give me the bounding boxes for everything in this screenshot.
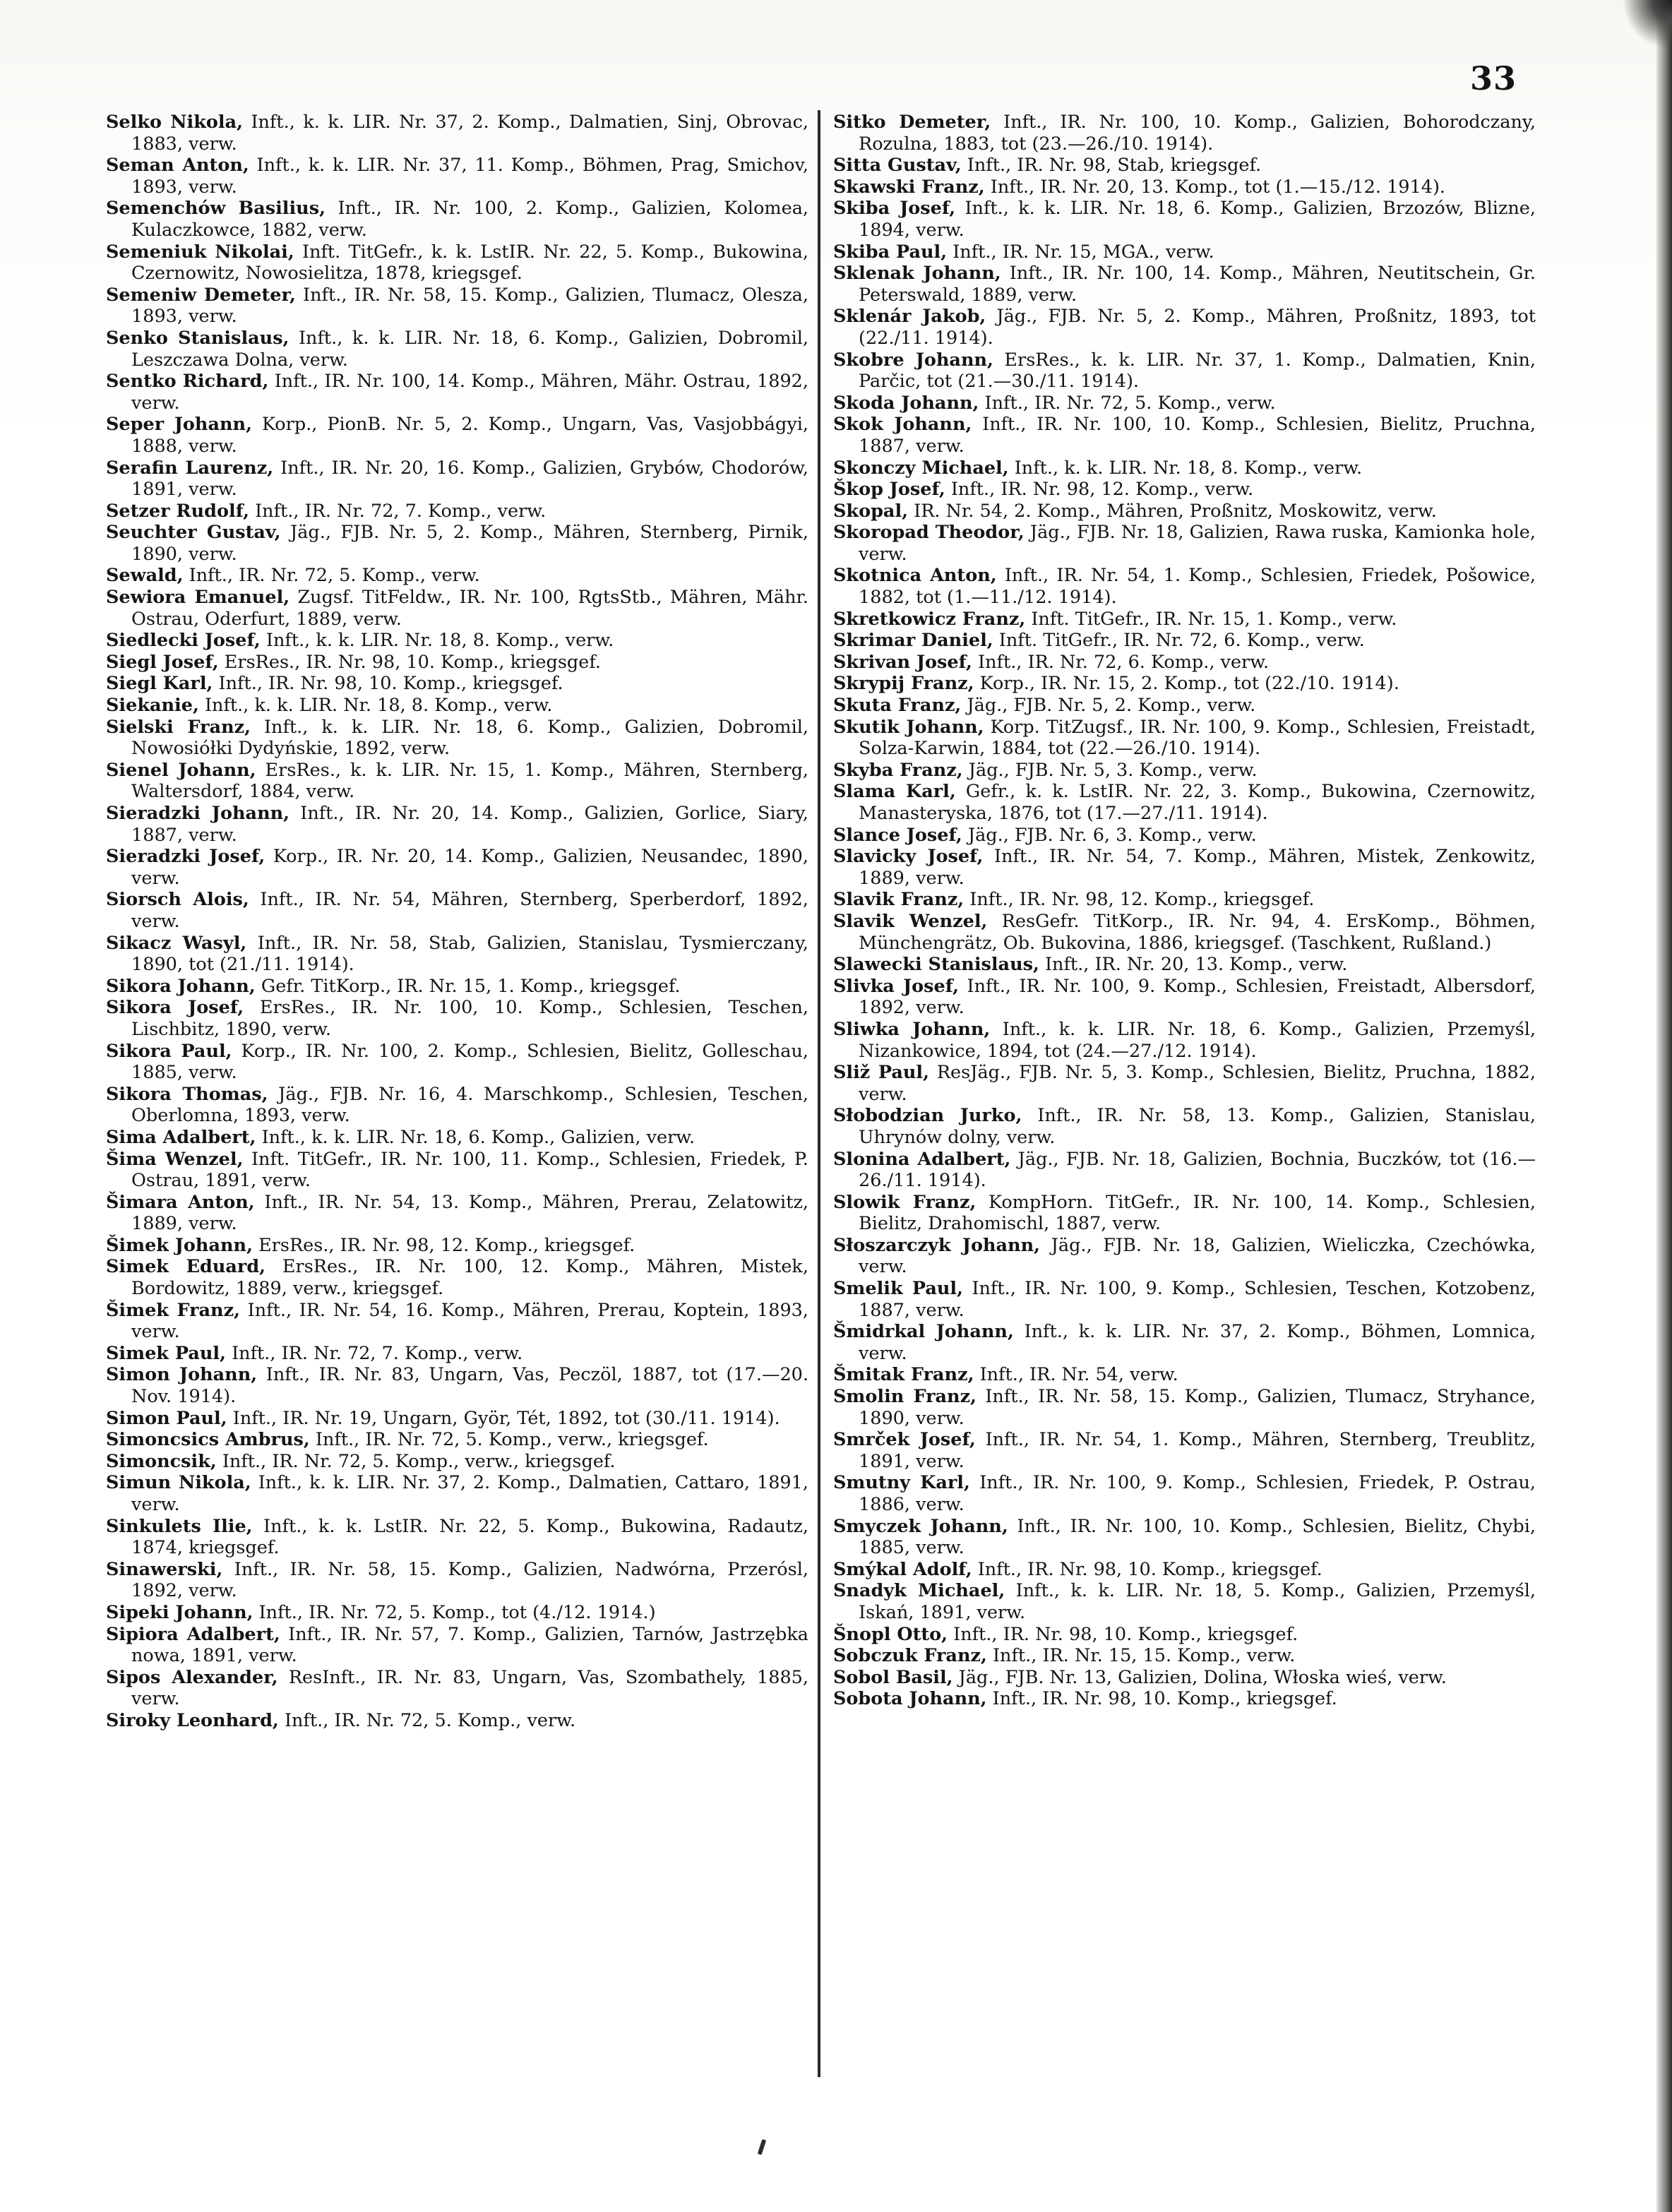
page-number: 33 [1469,59,1517,97]
entry-details: Inft., IR. Nr. 72, 5. Komp., verw., kriegsgef. [315,1429,709,1451]
entry-details: Inft., IR. Nr. 54, 13. Komp., Mähren, Prerau, Zelatowitz, 1889, verw. [131,1191,808,1235]
register-entry [106,1235,808,1257]
entry-details: Jäg., FJB. Nr. 5, 3. Komp., verw. [968,759,1258,781]
entry-name: Šmidrkal Johann, [833,1321,1014,1343]
entry-details: Inft., IR. Nr. 20, 16. Komp., Galizien, Grybów, Chodorów, 1891, verw. [131,457,808,501]
entry-name: Skonczy Michael, [833,457,1009,479]
entry-name: Smýkal Adolf, [833,1558,972,1580]
entry-details: Inft., IR. Nr. 58, 15. Komp., Galizien, Tlumacz, Olesza, 1893, verw. [131,284,808,328]
register-entry [833,976,1536,1019]
entry-name: Sieradzki Johann, [106,803,290,824]
entry-details: Inft., IR. Nr. 54, 7. Komp., Mähren, Mistek, Zenkowitz, 1889, verw. [859,846,1536,889]
register-entry [106,1602,808,1624]
entry-details: Inft., IR. Nr. 20, 13. Komp., tot (1.—15./12. 1914). [990,176,1446,198]
entry-name: Simoncsik, [106,1450,217,1472]
entry-name: Semeniw Demeter, [106,284,296,306]
entry-name: Skrivan Josef, [833,651,972,673]
register-entry [833,889,1536,911]
entry-name: Semenchów Basilius, [106,198,326,220]
register-entry [106,1667,808,1710]
register-entry [833,198,1536,241]
entry-name: Skuta Franz, [833,695,962,717]
register-entry [833,263,1536,306]
entry-details: Inft., IR. Nr. 72, 5. Komp., verw., kriegsgef. [222,1450,616,1472]
entry-details: Inft., IR. Nr. 83, Ungarn, Vas, Peczöl, 1887, tot (17.—20. Nov. 1914). [131,1364,809,1408]
register-entry [106,1710,808,1732]
register-entry [106,846,808,889]
register-entry [106,1300,808,1343]
register-entry [106,1192,808,1235]
register-entry [833,1321,1536,1364]
entry-name: Sienel Johann, [106,759,256,781]
entry-name: Sinawerski, [106,1558,223,1580]
register-entry [106,1127,808,1149]
register-entry [106,501,808,522]
entry-name: Smolin Franz, [833,1386,977,1408]
entry-details: Inft., k. k. LIR. Nr. 18, 6. Komp., Galizien, Dobromil, Leszczawa Dolna, verw. [131,327,808,371]
entry-name: Slavicky Josef, [833,846,984,868]
register-entry [106,1559,808,1602]
entry-details: Inft., k. k. LIR. Nr. 18, 6. Komp., Galizien, Przemyśl, Nizankowice, 1894, tot (24.—27./12. 1914). [859,1018,1536,1062]
register-entry [106,565,808,587]
register-entry [106,1429,808,1451]
entry-name: Smyczek Johann, [833,1515,1008,1537]
entry-details: Korp., IR. Nr. 20, 14. Komp., Galizien, Neusandec, 1890, verw. [131,846,808,889]
entry-name: Sklenak Johann, [833,263,1001,285]
entry-details: IR. Nr. 54, 2. Komp., Mähren, Proßnitz, Moskowitz, verw. [914,500,1437,522]
register-entry [833,479,1536,501]
entry-details: Inft., IR. Nr. 100, 9. Komp., Schlesien, Teschen, Kotzobenz, 1887, verw. [859,1278,1536,1321]
entry-details: Inft., IR. Nr. 15, MGA., verw. [953,241,1214,263]
entry-details: Inft., k. k. LIR. Nr. 37, 2. Komp., Dalmatien, Sinj, Obrovac, 1883, verw. [131,112,809,155]
entry-name: Siegl Josef, [106,651,219,673]
entry-name: Sliwka Johann, [833,1018,991,1040]
entry-details: Inft., k. k. LIR. Nr. 18, 5. Komp., Galizien, Przemyśl, Iskań, 1891, verw. [859,1580,1536,1623]
register-entry [833,609,1536,630]
entry-details: KompHorn. TitGefr., IR. Nr. 100, 14. Komp., Schlesien, Bielitz, Drahomischl, 1887, verw. [859,1191,1536,1235]
entry-name: Sima Adalbert, [106,1126,256,1148]
register-entry [833,1105,1536,1148]
entry-name: Sobczuk Franz, [833,1645,987,1667]
register-entry [833,1645,1536,1667]
entry-details: Inft., IR. Nr. 20, 13. Komp., verw. [1044,954,1348,976]
entry-name: Šimek Johann, [106,1234,253,1256]
entry-details: Gefr., k. k. LstIR. Nr. 22, 3. Komp., Bukowina, Czernowitz, Manasteryska, 1876, tot (17.—27./11. 1914). [859,781,1536,824]
entry-name: Senko Stanislaus, [106,327,289,349]
register-entry [106,1041,808,1084]
register-entry [833,1472,1536,1515]
register-entry [833,1667,1536,1689]
entry-name: Słobodzian Jurko, [833,1105,1022,1127]
register-entry [833,846,1536,889]
entry-details: Inft., k. k. LIR. Nr. 18, 8. Komp., verw. [1014,457,1363,479]
register-entry [106,587,808,630]
register-entry [106,760,808,803]
register-entry [833,1559,1536,1581]
entry-name: Skoda Johann, [833,392,979,414]
entry-details: Inft., IR. Nr. 58, 15. Komp., Galizien, Tlumacz, Stryhance, 1890, verw. [859,1386,1536,1429]
register-entry [833,565,1536,608]
register-entry [106,1472,808,1515]
entry-details: Inft., IR. Nr. 72, 7. Komp., verw. [232,1342,523,1364]
entry-details: Inft., IR. Nr. 98, 10. Komp., kriegsgef. [977,1558,1322,1580]
entry-name: Sklenár Jakob, [833,306,986,328]
entry-name: Skotnica Anton, [833,565,997,587]
entry-name: Slowik Franz, [833,1191,977,1213]
entry-name: Sikora Thomas, [106,1083,268,1105]
entry-name: Skretkowicz Franz, [833,608,1026,630]
entry-name: Sitko Demeter, [833,112,991,133]
register-entry [106,1343,808,1365]
entry-name: Sinkulets Ilie, [106,1515,253,1537]
register-entry [106,889,808,932]
entry-details: Jäg., FJB. Nr. 18, Galizien, Bochnia, Buczków, tot (16.—26./11. 1914). [859,1148,1536,1192]
entry-name: Šimek Franz, [106,1299,240,1321]
register-entry [833,1235,1536,1278]
page-corner-shadow [1623,0,1672,49]
entry-name: Seper Johann, [106,414,252,436]
entry-details: Inft., IR. Nr. 98, 10. Komp., kriegsgef. [953,1623,1298,1645]
entry-details: Inft., IR. Nr. 72, 6. Komp., verw. [978,651,1270,673]
register-entry [106,717,808,760]
entry-details: Inft., k. k. LIR. Nr. 18, 6. Komp., Galizien, Dobromil, Nowosiółki Dydyńskie, 1892, verw. [131,716,809,760]
entry-details: Inft., IR. Nr. 54, Mähren, Sternberg, Sperberdorf, 1892, verw. [131,889,808,932]
entry-details: Inft., IR. Nr. 72, 5. Komp., verw. [984,392,1276,414]
register-entry [833,349,1536,393]
entry-name: Snadyk Michael, [833,1580,1005,1602]
entry-details: Jäg., FJB. Nr. 18, Galizien, Rawa ruska, Kamionka hole, verw. [859,522,1536,565]
entry-details: Jäg., FJB. Nr. 16, 4. Marschkomp., Schlesien, Teschen, Oberlomna, 1893, verw. [131,1083,808,1127]
entry-name: Selko Nikola, [106,112,243,133]
entry-name: Sobol Basil, [833,1666,953,1688]
entry-name: Słoszarczyk Johann, [833,1234,1041,1256]
entry-details: Inft., k. k. LIR. Nr. 37, 2. Komp., Dalmatien, Cattaro, 1891, verw. [131,1472,808,1515]
entry-name: Seman Anton, [106,155,249,177]
entry-details: ErsRes., IR. Nr. 98, 10. Komp., kriegsgef. [224,651,601,673]
entry-details: ResInft., IR. Nr. 83, Ungarn, Vas, Szombathely, 1885, verw. [131,1666,808,1710]
entry-name: Skok Johann, [833,414,972,436]
register-entry [833,1624,1536,1646]
entry-name: Šima Wenzel, [106,1148,244,1170]
entry-details: Inft., IR. Nr. 100, 9. Komp., Schlesien, Friedek, P. Ostrau, 1886, verw. [859,1472,1536,1515]
register-entry [106,695,808,717]
register-entry [833,1192,1536,1235]
entry-details: Inft., IR. Nr. 54, 1. Komp., Schlesien, Friedek, Pošowice, 1882, tot (1.—11./12. 1914). [859,565,1536,609]
entry-name: Simun Nikola, [106,1472,251,1494]
entry-name: Slama Karl, [833,781,956,803]
entry-name: Slavik Franz, [833,889,965,911]
register-entry [833,630,1536,652]
entry-details: Inft., k. k. LIR. Nr. 37, 2. Komp., Böhmen, Lomnica, verw. [859,1321,1536,1364]
entry-name: Smelik Paul, [833,1278,963,1300]
entry-details: ErsRes., IR. Nr. 98, 12. Komp., kriegsgef. [258,1234,635,1256]
entry-name: Serafin Laurenz, [106,457,274,479]
register-entry [833,954,1536,976]
entry-details: Inft., IR. Nr. 100, 10. Komp., Schlesien, Bielitz, Chybi, 1885, verw. [859,1515,1536,1559]
entry-details: Zugsf. TitFeldw., IR. Nr. 100, RgtsStb., Mähren, Mähr. Ostrau, Oderfurt, 1889, verw. [131,587,808,630]
entry-name: Siroky Leonhard, [106,1709,279,1731]
entry-details: Inft., k. k. LIR. Nr. 18, 6. Komp., Galizien, verw. [261,1126,695,1148]
entry-details: Inft., IR. Nr. 72, 5. Komp., verw. [284,1709,576,1731]
register-entry [833,177,1536,198]
register-entry [106,328,808,371]
register-entry [833,306,1536,349]
register-entry [833,393,1536,414]
register-entry [106,673,808,695]
register-entry [833,781,1536,824]
entry-details: Jäg., FJB. Nr. 6, 3. Komp., verw. [967,824,1257,846]
register-entry [833,652,1536,674]
entry-details: Inft., IR. Nr. 100, 10. Komp., Galizien, Bohorodczany, Rozulna, 1883, tot (23.—26./10. 1914). [859,112,1536,155]
entry-details: Jäg., FJB. Nr. 5, 2. Komp., verw. [967,695,1256,717]
entry-name: Seuchter Gustav, [106,522,281,544]
entry-details: Inft., k. k. LstIR. Nr. 22, 5. Komp., Bukowina, Radautz, 1874, kriegsgef. [131,1515,808,1559]
register-entry [106,1451,808,1473]
register-entry [106,1084,808,1127]
entry-name: Sieradzki Josef, [106,846,265,868]
entry-details: Inft., IR. Nr. 54, 16. Komp., Mähren, Prerau, Koptein, 1893, verw. [131,1299,809,1343]
entry-details: ErsRes., IR. Nr. 100, 10. Komp., Schlesien, Teschen, Lischbitz, 1890, verw. [131,997,808,1040]
entry-details: ResGefr. TitKorp., IR. Nr. 94, 4. ErsKomp., Böhmen, Münchengrätz, Ob. Bukovina, 1886, kriegsgef. (Taschkent, Rußland.) [859,910,1536,954]
register-entry [106,1149,808,1192]
entry-name: Šimara Anton, [106,1191,255,1213]
entry-details: Inft., k. k. LIR. Nr. 37, 11. Komp., Böhmen, Prag, Smichov, 1893, verw. [131,155,809,198]
entry-name: Skobre Johann, [833,349,993,371]
entry-details: Inft., IR. Nr. 54, verw. [979,1364,1178,1386]
column-divider [818,110,820,2077]
entry-details: Inft., IR. Nr. 19, Ungarn, Györ, Tét, 1892, tot (30./11. 1914). [232,1407,780,1429]
register-entry [106,1516,808,1559]
entry-name: Sikacz Wasyl, [106,932,247,954]
entry-details: Korp., PionB. Nr. 5, 2. Komp., Ungarn, Vas, Vasjobbágyi, 1888, verw. [131,414,808,457]
entry-details: Inft., IR. Nr. 58, 15. Komp., Galizien, Nadwórna, Przerósl, 1892, verw. [131,1558,809,1602]
entry-details: ErsRes., IR. Nr. 100, 12. Komp., Mähren, Mistek, Bordowitz, 1889, verw., kriegsgef. [131,1256,808,1300]
entry-name: Simek Paul, [106,1342,226,1364]
register-entry [833,760,1536,782]
entry-details: Inft., IR. Nr. 72, 5. Komp., tot (4./12. 1914.) [258,1601,656,1623]
register-entry [833,1019,1536,1062]
entry-details: Inft., IR. Nr. 58, 13. Komp., Galizien, Stanislau, Uhrynów dolny, verw. [859,1105,1536,1148]
entry-name: Skiba Josef, [833,198,956,220]
entry-details: Jäg., FJB. Nr. 5, 2. Komp., Mähren, Sternberg, Pirnik, 1890, verw. [131,522,808,565]
register-entry [833,414,1536,457]
entry-name: Slivka Josef, [833,975,960,997]
entry-details: ErsRes., k. k. LIR. Nr. 15, 1. Komp., Mähren, Sternberg, Waltersdorf, 1884, verw. [131,759,809,803]
entry-name: Sobota Johann, [833,1688,987,1710]
entry-details: Inft., IR. Nr. 100, 14. Komp., Mähren, Mähr. Ostrau, 1892, verw. [131,371,809,414]
entry-name: Setzer Rudolf, [106,500,249,522]
register-entry [833,1688,1536,1710]
entry-name: Skawski Franz, [833,176,985,198]
register-entry [833,112,1536,155]
entry-name: Slavik Wenzel, [833,910,988,932]
entry-name: Sipiora Adalbert, [106,1623,280,1645]
entry-name: Simoncsics Ambrus, [106,1429,310,1451]
entry-details: Inft., IR. Nr. 72, 5. Komp., verw. [189,565,480,587]
entry-details: ResJäg., FJB. Nr. 5, 3. Komp., Schlesien, Bielitz, Pruchna, 1882, verw. [859,1062,1536,1105]
register-entry [833,695,1536,717]
entry-details: Inft., k. k. LIR. Nr. 18, 8. Komp., verw. [265,630,614,652]
entry-name: Sipeki Johann, [106,1601,253,1623]
entry-name: Smutny Karl, [833,1472,970,1494]
entry-name: Simek Eduard, [106,1256,266,1278]
entry-details: Inft., IR. Nr. 20, 14. Komp., Galizien, Gorlice, Siary, 1887, verw. [131,803,809,846]
entry-name: Simon Paul, [106,1407,227,1429]
register-entry [833,673,1536,695]
register-entry [833,501,1536,522]
entry-details: Inft., IR. Nr. 54, 1. Komp., Mähren, Sternberg, Treublitz, 1891, verw. [859,1429,1536,1472]
entry-name: Skrypij Franz, [833,673,974,695]
register-entry [106,241,808,285]
entry-name: Slonina Adalbert, [833,1148,1011,1170]
entry-name: Šmitak Franz, [833,1364,974,1386]
register-entry [106,1256,808,1299]
entry-name: Sikora Paul, [106,1040,232,1062]
entry-name: Skyba Franz, [833,759,963,781]
entry-name: Skutik Johann, [833,716,984,738]
register-entry [106,522,808,565]
entry-details: Jäg., FJB. Nr. 5, 2. Komp., Mähren, Proßnitz, 1893, tot (22./11. 1914). [859,306,1536,349]
entry-name: Siegl Karl, [106,673,213,695]
register-entry [106,997,808,1040]
register-entry [106,1624,808,1667]
entry-name: Siedlecki Josef, [106,630,261,652]
entry-name: Slawecki Stanislaus, [833,954,1039,976]
entry-name: Skiba Paul, [833,241,948,263]
register-entry [106,933,808,976]
entry-details: Inft., IR. Nr. 100, 14. Komp., Mähren, Neutitschein, Gr. Peterswald, 1889, verw. [859,263,1536,306]
register-entry [106,803,808,846]
entry-name: Sitta Gustav, [833,155,962,177]
right-column [833,112,1536,1710]
entry-name: Sewald, [106,565,184,587]
entry-details: Inft., IR. Nr. 100, 2. Komp., Galizien, Kolomea, Kulaczkowce, 1882, verw. [131,198,808,241]
entry-name: Skoropad Theodor, [833,522,1025,544]
entry-name: Sikora Johann, [106,975,256,997]
entry-details: Gefr. TitKorp., IR. Nr. 15, 1. Komp., kriegsgef. [261,975,681,997]
entry-name: Sentko Richard, [106,371,269,393]
entry-details: Korp. TitZugsf., IR. Nr. 100, 9. Komp., Schlesien, Freistadt, Solza-Karwin, 1884, tot (22.—26./10. 1914). [859,716,1536,760]
entry-details: Korp., IR. Nr. 100, 2. Komp., Schlesien, Bielitz, Golleschau, 1885, verw. [131,1040,808,1084]
entry-name: Sewiora Emanuel, [106,587,290,609]
register-entry [106,976,808,998]
register-entry [106,112,808,155]
register-entry [106,1408,808,1430]
entry-details: Jäg., FJB. Nr. 18, Galizien, Wieliczka, Czechówka, verw. [859,1234,1536,1278]
register-entry [833,1062,1536,1105]
entry-details: ErsRes., k. k. LIR. Nr. 37, 1. Komp., Dalmatien, Knin, Parčic, tot (21.—30./11. 1914). [859,349,1536,393]
entry-details: Inft., IR. Nr. 98, 10. Komp., kriegsgef. [218,673,563,695]
entry-details: Inft. TitGefr., IR. Nr. 100, 11. Komp., Schlesien, Friedek, P. Ostrau, 1891, verw. [131,1148,809,1192]
entry-details: Inft., IR. Nr. 100, 10. Komp., Schlesien, Bielitz, Pruchna, 1887, verw. [859,414,1536,457]
register-entry [106,371,808,414]
register-entry [833,1278,1536,1321]
entry-name: Sipos Alexander, [106,1666,278,1688]
register-entry [106,458,808,501]
ink-mark [758,2139,767,2156]
left-column [106,112,808,1732]
register-entry [833,155,1536,177]
register-entry [106,652,808,674]
entry-name: Sliž Paul, [833,1062,930,1084]
register-entry [106,630,808,652]
register-entry [833,1580,1536,1623]
entry-name: Siorsch Alois, [106,889,249,911]
entry-name: Sikora Josef, [106,997,244,1019]
entry-details: Inft., IR. Nr. 100, 9. Komp., Schlesien, Freistadt, Albersdorf, 1892, verw. [859,975,1536,1019]
entry-details: Korp., IR. Nr. 15, 2. Komp., tot (22./10. 1914). [979,673,1399,695]
entry-details: Inft., IR. Nr. 15, 15. Komp., verw. [992,1645,1296,1667]
entry-details: Inft., IR. Nr. 58, Stab, Galizien, Stanislau, Tysmierczany, 1890, tot (21./11. 1914). [131,932,808,976]
register-entry [833,241,1536,263]
entry-details: Inft. TitGefr., k. k. LstIR. Nr. 22, 5. Komp., Bukowina, Czernowitz, Nowosielitza, 1878, kriegsgef. [131,241,808,285]
entry-name: Simon Johann, [106,1364,258,1386]
register-entry [106,285,808,328]
entry-details: Inft., k. k. LIR. Nr. 18, 6. Komp., Galizien, Brzozów, Blizne, 1894, verw. [859,198,1536,241]
entry-name: Škop Josef, [833,479,945,501]
register-entry [833,1429,1536,1472]
entry-details: Inft., IR. Nr. 72, 7. Komp., verw. [255,500,547,522]
entry-name: Siekanie, [106,695,199,717]
register-entry [833,1364,1536,1386]
entry-name: Smrček Josef, [833,1429,976,1451]
entry-name: Semeniuk Nikolai, [106,241,294,263]
entry-details: Inft., k. k. LIR. Nr. 18, 8. Komp., verw. [204,695,553,717]
register-entry [106,198,808,241]
register-entry [833,825,1536,847]
page-edge-shadow [1656,0,1672,2212]
register-entry [833,522,1536,565]
entry-details: Inft., IR. Nr. 98, 12. Komp., verw. [950,479,1254,501]
register-entry [833,717,1536,760]
entry-details: Inft. TitGefr., IR. Nr. 15, 1. Komp., verw. [1031,608,1397,630]
entry-name: Skopal, [833,500,909,522]
entry-details: Inft. TitGefr., IR. Nr. 72, 6. Komp., verw. [998,630,1365,652]
register-entry [106,1364,808,1407]
entry-name: Skrimar Daniel, [833,630,993,652]
register-entry [833,1516,1536,1559]
entry-details: Jäg., FJB. Nr. 13, Galizien, Dolina, Włoska wieś, verw. [958,1666,1447,1688]
entry-details: Inft., IR. Nr. 98, Stab, kriegsgef. [967,155,1262,177]
entry-details: Inft., IR. Nr. 98, 10. Komp., kriegsgef. [992,1688,1337,1710]
entry-details: Inft., IR. Nr. 98, 12. Komp., kriegsgef. [969,889,1315,911]
register-entry [106,414,808,457]
entry-name: Sielski Franz, [106,716,251,738]
entry-details: Inft., IR. Nr. 57, 7. Komp., Galizien, Tarnów, Jastrzębka nowa, 1891, verw. [131,1623,809,1667]
entry-name: Slance Josef, [833,824,962,846]
register-entry [833,458,1536,479]
register-entry [833,1386,1536,1429]
register-entry [833,911,1536,954]
entry-name: Šnopl Otto, [833,1623,948,1645]
register-entry [833,1149,1536,1192]
register-entry [106,155,808,198]
